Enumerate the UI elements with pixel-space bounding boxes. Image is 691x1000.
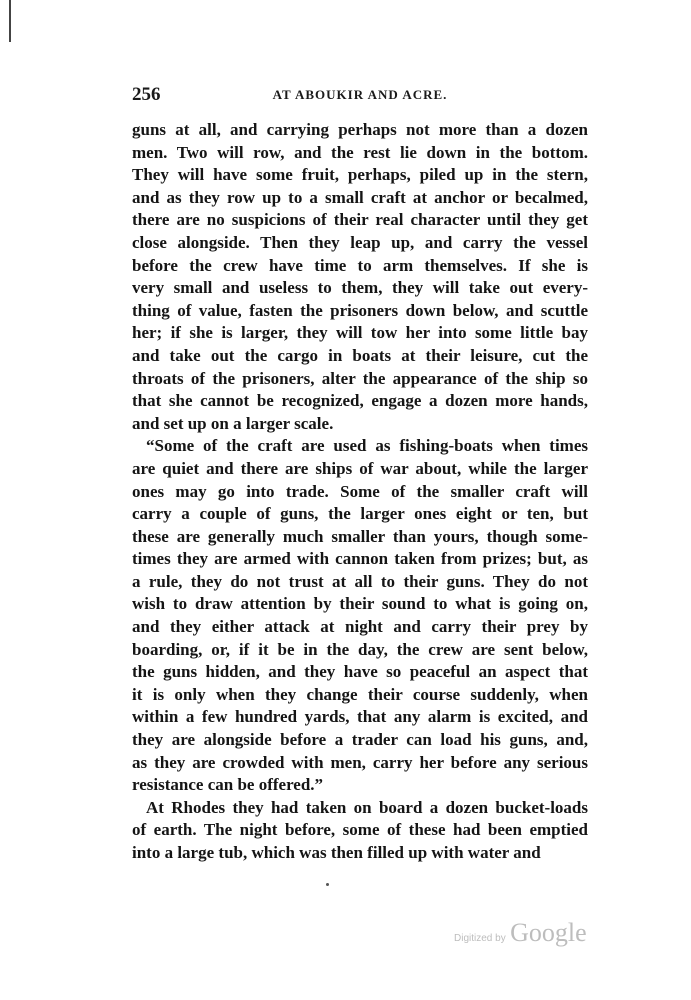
text-line: before the crew have time to arm themselves. If she is [132,255,588,275]
text-line: very small and useless to them, they will take out every- [132,278,588,298]
running-header [132,84,588,108]
digitized-watermark [454,918,587,948]
text-line: her; if she is larger, they will tow her into some little bay [132,323,588,343]
watermark-prefix: Digitized by [454,933,506,944]
text-line: At Rhodes they had taken on board a dozen bucket-loads [146,797,588,817]
text-line: ones may go into trade. Some of the smaller craft will [132,481,588,501]
text-line: a rule, they do not trust at all to their guns. They do not [132,571,588,591]
text-line: are quiet and there are ships of war about, while the larger [132,458,588,478]
page-edge-line [9,0,11,42]
text-line: close alongside. Then they leap up, and carry the vessel [132,232,588,252]
text-line: throats of the prisoners, alter the appearance of the ship so [132,368,588,388]
text-line: within a few hundred yards, that any alarm is excited, and [132,707,588,727]
text-line: there are no suspicions of their real character until they get [132,210,588,230]
text-line: and they either attack at night and carry their prey by [132,617,588,637]
google-logo: Google [510,918,587,947]
text-line: these are generally much smaller than yours, though some- [132,526,588,546]
text-line: times they are armed with cannon taken from prizes; but, as [132,549,588,569]
text-line: “Some of the craft are used as fishing-boats when times [146,436,588,456]
text-line: into a large tub, which was then filled up with water and [132,843,541,862]
running-title: AT ABOUKIR AND ACRE. [272,87,448,102]
text-line: they are alongside before a trader can load his guns, and, [132,730,588,750]
text-line: and as they row up to a small craft at anchor or becalmed, [132,187,588,207]
text-line: as they are crowded with men, carry her before any serious [132,752,588,772]
text-line: that she cannot be recognized, engage a dozen more hands, [132,391,588,411]
text-line: carry a couple of guns, the larger ones eight or ten, but [132,504,588,524]
text-line: They will have some fruit, perhaps, piled up in the stern, [132,165,588,185]
scan-speck [326,883,329,886]
text-line: and set up on a larger scale. [132,413,334,433]
text-line: it is only when they change their course suddenly, when [132,684,588,704]
text-line: boarding, or, if it be in the day, the crew are sent below, [132,639,588,659]
text-line: resistance can be offered.” [132,775,324,795]
body-text [132,119,588,865]
text-line: the guns hidden, and they have so peaceful an aspect that [132,662,588,682]
text-line: wish to draw attention by their sound to what is going on, [132,594,588,614]
page-number: 256 [132,84,161,105]
text-line: and take out the cargo in boats at their leisure, cut the [132,345,588,365]
text-line: men. Two will row, and the rest lie down in the bottom. [132,142,588,162]
text-line: thing of value, fasten the prisoners down below, and scuttle [132,300,588,320]
text-line: of earth. The night before, some of these had been emptied [132,820,588,840]
text-line: guns at all, and carrying perhaps not more than a dozen [132,120,588,139]
